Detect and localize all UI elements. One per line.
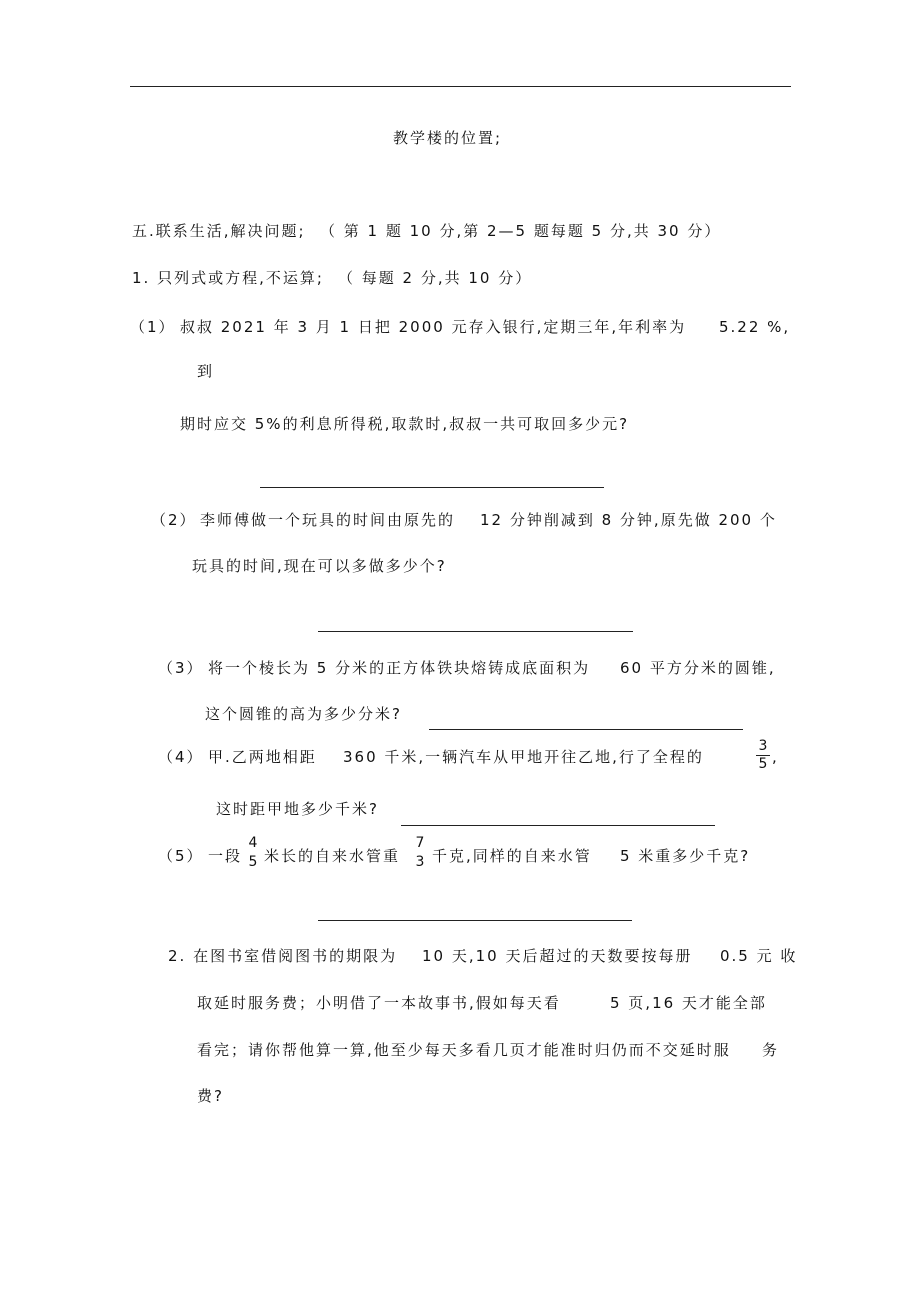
header-label: 教学楼的位置; [393,129,503,147]
q2-label: （2） [151,511,197,529]
header-rule [130,86,791,87]
part2-line3a: 看完；请你帮他算一算,他至少每天多看几页才能准时归仍而不交延时服 [197,1041,731,1059]
q2-line1a: 李师傅做一个玩具的时间由原先的 [200,511,456,529]
q5-answer-line[interactable] [318,920,632,921]
q2-line2: 玩具的时间,现在可以多做多少个? [192,557,447,575]
q5-text-d: 5 米重多少千克? [620,847,751,865]
q5-fraction-2 [413,835,427,871]
q5-text-c: 千克,同样的自来水管 [432,847,592,865]
q4-line1b: 360 千米,一辆汽车从甲地开往乙地,行了全程的 [343,748,704,766]
q4-comma: , [772,748,779,766]
q1-wrap: 到 [197,362,215,380]
part2-line1c: 0.5 元 收 [720,947,798,965]
q2-answer-line[interactable] [318,631,633,632]
part2-line1b: 10 天,10 天后超过的天数要按每册 [422,947,693,965]
part2-line3b: 务 [762,1041,780,1059]
q4-line2: 这时距甲地多少千米? [216,800,379,818]
q1-label: （1） [130,318,176,336]
q3-label: （3） [158,659,204,677]
q5-text-a: 一段 [208,847,243,865]
q4-label: （4） [158,748,204,766]
q5-fraction-2-denominator: 3 [415,854,425,870]
q5-fraction-1-denominator: 5 [248,854,258,870]
q5-text-b: 米长的自来水管重 [264,847,401,865]
q3-answer-line[interactable] [429,729,743,730]
part2-line1a: 2. 在图书室借阅图书的期限为 [168,947,398,965]
q5-fraction-2-numerator: 7 [415,835,425,851]
q2-line1b: 12 分钟削减到 8 分钟,原先做 200 个 [480,511,777,529]
q1-line1: 叔叔 2021 年 3 月 1 日把 2000 元存入银行,定期三年,年利率为 [180,318,687,336]
q1-answer-line[interactable] [260,487,604,488]
q3-line2: 这个圆锥的高为多少分米? [205,705,402,723]
q1-rate: 5.22 %, [719,318,791,336]
q1-line2: 期时应交 5%的利息所得税,取款时,叔叔一共可取回多少元? [180,415,630,433]
q4-fraction-numerator: 3 [756,738,770,756]
q5-fraction-1 [246,835,260,871]
part1-score-note: （ 每题 2 分,共 10 分） [338,269,533,287]
q3-line1a: 将一个棱长为 5 分米的正方体铁块熔铸成底面积为 [208,659,591,677]
q4-line1a: 甲.乙两地相距 [208,748,317,766]
section-title: 五.联系生活,解决问题; [132,222,306,240]
part2-line2b: 5 页,16 天才能全部 [610,994,767,1012]
q5-label: （5） [158,847,204,865]
q4-answer-line[interactable] [401,825,715,826]
part2-line2a: 取延时服务费；小明借了一本故事书,假如每天看 [197,994,561,1012]
part1-title: 1. 只列式或方程,不运算; [132,269,324,287]
q4-fraction-denominator: 5 [758,756,768,772]
q5-fraction-1-numerator: 4 [248,835,258,851]
part2-line4: 费? [197,1087,224,1105]
q3-line1b: 60 平方分米的圆锥, [620,659,776,677]
section-score-note: （ 第 1 题 10 分,第 2—5 题每题 5 分,共 30 分） [320,222,722,240]
q4-fraction [756,738,770,773]
